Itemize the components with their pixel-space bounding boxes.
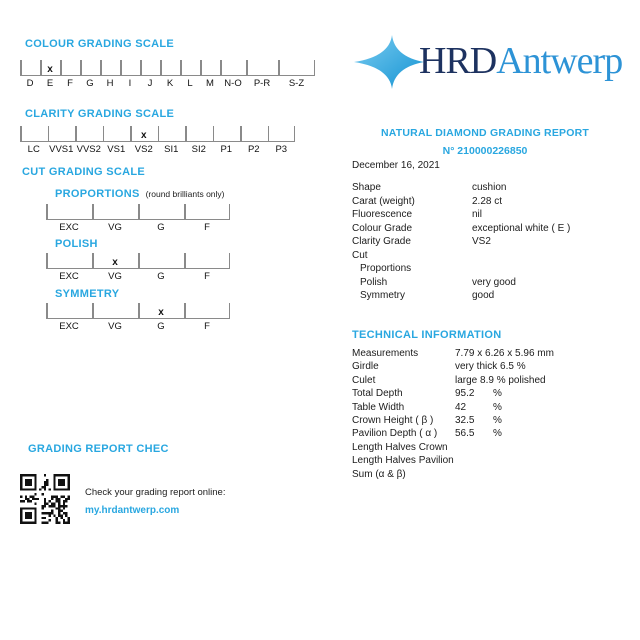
scale-tick	[184, 253, 186, 268]
row-value: nil	[472, 209, 483, 220]
scale-tick	[103, 126, 105, 141]
symmetry-heading: SYMMETRY	[55, 288, 120, 300]
row-value: cushion	[472, 182, 507, 193]
scale-label: VVS1	[49, 144, 74, 155]
clarity-grading-scale	[20, 126, 295, 156]
proportions-heading	[55, 188, 225, 200]
row-label: Crown Height ( β )	[352, 415, 434, 426]
row-unit: %	[493, 428, 502, 440]
colour-scale-heading: COLOUR GRADING SCALE	[25, 38, 174, 50]
row-value: 42	[455, 401, 467, 413]
polish-scale	[46, 253, 230, 283]
scale-tick	[60, 60, 62, 75]
scale-tick	[200, 60, 202, 75]
clarity-scale-heading: CLARITY GRADING SCALE	[25, 108, 175, 120]
scale-tick	[138, 253, 140, 268]
scale-label: EXC	[59, 271, 79, 282]
row-label: Cut	[352, 249, 368, 261]
scale-tick	[268, 126, 270, 141]
scale-tick	[158, 126, 160, 141]
scale-label: G	[157, 222, 165, 233]
grade-marker: x	[47, 64, 53, 75]
scale-label: E	[46, 78, 54, 89]
symmetry-scale	[46, 303, 230, 333]
scale-labels	[46, 271, 230, 283]
scale-tick	[185, 126, 187, 141]
scale-tick	[140, 60, 142, 75]
scale-label: J	[147, 78, 153, 89]
row-value: good	[472, 290, 495, 301]
proportions-note: (round brilliants only)	[145, 189, 225, 199]
row-label: Measurements	[352, 348, 419, 359]
row-label: Pavilion Depth ( α )	[352, 428, 438, 440]
colour-grading-scale	[20, 60, 315, 90]
scale-tick	[75, 126, 77, 141]
scale-tick	[138, 303, 140, 318]
scale-label: VG	[108, 271, 122, 282]
scale-tick	[314, 60, 316, 75]
row-label: Symmetry	[360, 290, 405, 301]
scale-tick	[184, 204, 186, 219]
scale-tick	[130, 126, 132, 141]
row-label: Shape	[352, 182, 381, 193]
row-label: Colour Grade	[352, 222, 413, 234]
row-value: large 8.9 % polished	[455, 374, 546, 386]
scale-ruler	[46, 253, 230, 269]
scale-ruler	[46, 303, 230, 319]
scale-label: M	[206, 78, 214, 89]
scale-tick	[246, 60, 248, 75]
scale-label: G	[157, 271, 165, 282]
scale-tick	[240, 126, 242, 141]
grading-report-link[interactable]: my.hrdantwerp.com	[85, 505, 180, 516]
scale-label: P3	[275, 144, 288, 155]
scale-label: P2	[247, 144, 260, 155]
hrd-antwerp-logo	[419, 42, 622, 80]
scale-tick	[213, 126, 215, 141]
row-label: Table Width	[352, 401, 405, 413]
scale-tick	[80, 60, 82, 75]
scale-tick	[46, 204, 48, 219]
scale-tick	[92, 303, 94, 318]
row-label: Carat (weight)	[352, 195, 415, 207]
row-value: very good	[472, 276, 516, 288]
scale-labels	[20, 144, 295, 156]
scale-tick	[184, 303, 186, 318]
scale-tick	[180, 60, 182, 75]
scale-label: F	[204, 222, 210, 233]
row-label: Total Depth	[352, 388, 403, 400]
report-title: NATURAL DIAMOND GRADING REPORT	[380, 127, 590, 139]
row-value: 7.79 x 6.26 x 5.96 mm	[455, 348, 554, 359]
scale-ruler	[20, 60, 315, 76]
scale-label: N-O	[224, 78, 242, 89]
report-date: December 16, 2021	[352, 160, 440, 171]
row-value: 56.5	[455, 428, 475, 440]
scale-labels	[46, 321, 230, 333]
row-unit: %	[493, 388, 502, 400]
scale-label: G	[86, 78, 94, 89]
report-number: N° 210000226850	[442, 145, 528, 157]
scale-tick	[220, 60, 222, 75]
grade-marker: x	[112, 257, 118, 268]
scale-label: G	[157, 321, 165, 332]
scale-tick	[40, 60, 42, 75]
scale-label: EXC	[59, 321, 79, 332]
scale-tick	[48, 126, 50, 141]
scale-tick	[229, 253, 231, 268]
scale-label: SI2	[191, 144, 206, 155]
scale-label: LC	[27, 144, 40, 155]
scale-ruler	[46, 204, 230, 220]
scale-label: S-Z	[288, 78, 305, 89]
logo-antwerp-text: Antwerp	[496, 40, 623, 82]
grade-marker: x	[140, 130, 147, 141]
row-label: Clarity Grade	[352, 236, 411, 247]
grade-marker: x	[158, 307, 164, 318]
cut-scale-heading: CUT GRADING SCALE	[22, 166, 146, 178]
scale-label: F	[204, 321, 210, 332]
row-label: Proportions	[360, 263, 412, 274]
proportions-scale	[46, 204, 230, 234]
row-unit: %	[493, 401, 502, 413]
technical-details	[352, 348, 632, 488]
row-value: exceptional white ( E )	[472, 222, 571, 234]
scale-tick	[294, 126, 296, 141]
logo-hrd-text: HRD	[419, 40, 497, 82]
scale-label: VG	[108, 321, 122, 332]
row-label: Fluorescence	[352, 209, 413, 220]
row-value: very thick 6.5 %	[455, 361, 526, 373]
diamond-details	[352, 182, 632, 307]
grading-report-check-heading: GRADING REPORT CHEC	[28, 443, 169, 455]
scale-tick	[46, 253, 48, 268]
row-label: Length Halves Crown	[352, 441, 448, 453]
row-label: Culet	[352, 374, 376, 386]
scale-labels	[46, 222, 230, 234]
hrd-star-icon	[354, 34, 424, 90]
scale-label: L	[187, 78, 193, 89]
scale-tick	[160, 60, 162, 75]
scale-tick	[100, 60, 102, 75]
scale-tick	[120, 60, 122, 75]
scale-label: H	[106, 78, 114, 89]
technical-info-heading: TECHNICAL INFORMATION	[352, 329, 502, 341]
scale-tick	[229, 204, 231, 219]
scale-label: I	[128, 78, 132, 89]
scale-tick	[92, 253, 94, 268]
check-online-text: Check your grading report online:	[85, 487, 226, 498]
row-value: VS2	[472, 236, 491, 247]
scale-tick	[20, 126, 22, 141]
scale-label: VVS2	[76, 144, 101, 155]
scale-tick	[229, 303, 231, 318]
scale-label: K	[166, 78, 174, 89]
row-value: 2.28 ct	[472, 195, 503, 207]
scale-tick	[138, 204, 140, 219]
scale-label: P-R	[253, 78, 271, 89]
scale-label: EXC	[59, 222, 79, 233]
scale-label: P1	[220, 144, 233, 155]
row-label: Girdle	[352, 361, 379, 373]
row-value: 95.2	[455, 388, 475, 400]
scale-label: D	[26, 78, 34, 89]
row-label: Length Halves Pavilion	[352, 455, 454, 467]
scale-tick	[92, 204, 94, 219]
row-label: Polish	[360, 276, 388, 288]
scale-tick	[46, 303, 48, 318]
row-unit: %	[493, 415, 502, 426]
scale-tick	[278, 60, 280, 75]
scale-label: F	[67, 78, 73, 89]
scale-ruler	[20, 126, 295, 142]
scale-label: VS2	[134, 144, 153, 155]
polish-heading: POLISH	[55, 238, 98, 250]
row-label: Sum (α & β)	[352, 468, 406, 480]
scale-label: F	[204, 271, 210, 282]
scale-tick	[20, 60, 22, 75]
scale-label: VG	[108, 222, 122, 233]
scale-label: SI1	[164, 144, 179, 155]
scale-label: VS1	[107, 144, 126, 155]
scale-labels	[20, 78, 315, 90]
qr-code	[20, 473, 70, 525]
proportions-heading-label: PROPORTIONS	[55, 188, 140, 200]
row-value: 32.5	[455, 415, 475, 426]
